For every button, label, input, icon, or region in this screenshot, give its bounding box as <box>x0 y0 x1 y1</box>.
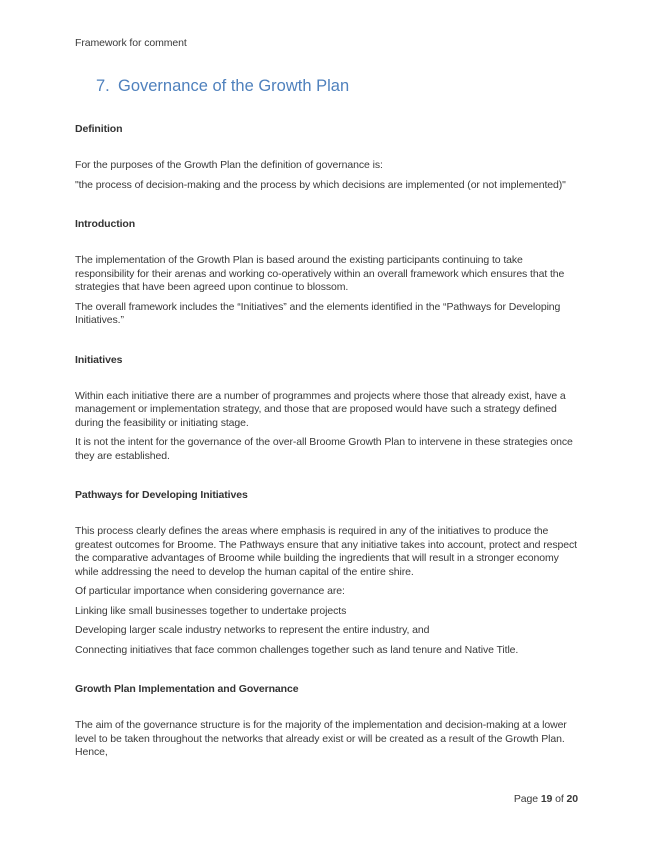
section-pathways <box>75 489 578 657</box>
paragraph: The overall framework includes the “Initiatives” and the elements identified in the “Pathways for Developing Initiatives.” <box>75 300 561 326</box>
section-definition <box>75 123 578 192</box>
paragraph: Within each initiative there are a number of programmes and projects where those that already exist, have a management or implementation strategy, and those that are proposed would have such a strategy defined during the feasibility or initiating stage. <box>75 389 566 429</box>
footer-total-pages: 20 <box>566 792 578 805</box>
section-heading-initiatives: Initiatives <box>75 353 123 366</box>
paragraph: Developing larger scale industry networks to represent the entire industry, and <box>75 624 430 636</box>
paragraph: Of particular importance when considering governance are: <box>75 585 345 597</box>
section-initiatives <box>75 354 578 464</box>
paragraph: For the purposes of the Growth Plan the definition of governance is: <box>75 159 383 171</box>
section-heading-pathways: Pathways for Developing Initiatives <box>75 489 248 501</box>
section-introduction <box>75 218 578 328</box>
document-header-label: Framework for comment <box>75 37 187 49</box>
paragraph: The implementation of the Growth Plan is based around the existing participants continuing to take responsibility for their arenas and working co-operatively within an overall framework which ensures that the strategies that have been agreed upon continue to blossom. <box>75 254 565 293</box>
section-heading-implementation-governance: Growth Plan Implementation and Governance <box>75 683 299 695</box>
section-heading-definition: Definition <box>75 123 123 135</box>
paragraph: The aim of the governance structure is for the majority of the implementation and decision-making at a lower level to be taken throughout the networks that already exist or will be created as a result of the Growth Plan. Hence, <box>75 719 567 758</box>
section-heading-introduction: Introduction <box>75 218 136 230</box>
page-footer <box>75 793 578 806</box>
paragraph: Connecting initiatives that face common challenges together such as land tenure and Native Title. <box>75 643 519 656</box>
page-title <box>75 76 578 97</box>
title-text: Governance of the Growth Plan <box>118 77 350 95</box>
paragraph: Linking like small businesses together to undertake projects <box>75 604 347 617</box>
paragraph: This process clearly defines the areas where emphasis is required in any of the initiatives to produce the greatest outcomes for Broome. The Pathways ensure that any initiative takes into account, protect and respect the comparative advantages of Broome while building the ingredients that will result in a stronger economy while addressing the need to develop the human capital of the entire shire. <box>75 525 577 578</box>
paragraph: "the process of decision-making and the process by which decisions are implemented (or not implemented)" <box>75 178 566 191</box>
footer-of-label: of <box>555 792 564 805</box>
footer-page-number: 19 <box>540 792 553 805</box>
section-implementation-governance <box>75 683 578 760</box>
document-content <box>75 0 578 806</box>
title-number: 7. <box>96 77 110 95</box>
footer-page-label: Page <box>513 792 538 805</box>
paragraph: It is not the intent for the governance of the over-all Broome Growth Plan to intervene in these strategies once they are established. <box>75 436 573 462</box>
